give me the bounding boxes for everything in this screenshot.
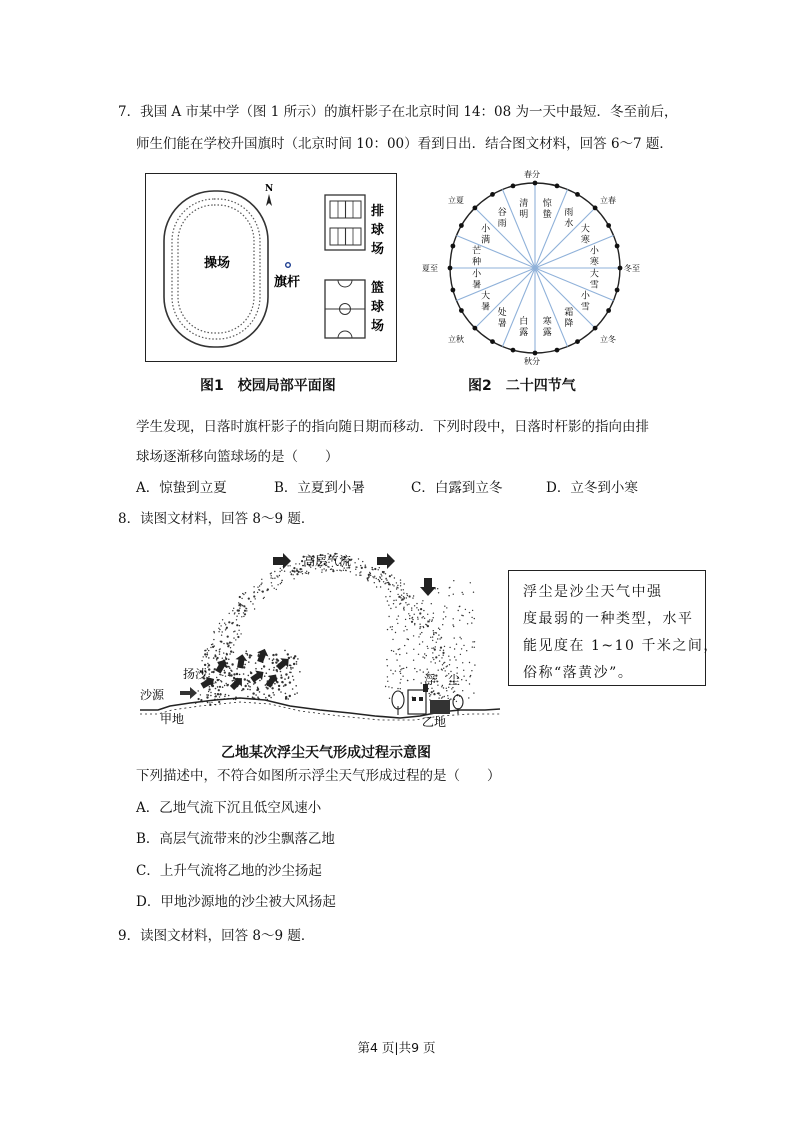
inner-term-char: 降 [564, 318, 574, 329]
q7-stem-line1: 7．我国 A 市某中学（图 1 所示）的旗杆影子在北京时间 14：08 为一天中最短．冬至前后， [118, 104, 678, 120]
page-footer: 第4 页|共9 页 [357, 1040, 436, 1055]
inner-term-char: 水 [564, 219, 574, 230]
q8-option-c[interactable]: C．上升气流将乙地的沙尘扬起 [136, 863, 322, 879]
term-dot [593, 205, 598, 210]
inner-term-char: 暑 [497, 318, 507, 329]
volleyball-char-3: 场 [371, 242, 385, 257]
q7-question-line1: 学生发现，日落时旗杆影子的指向随日期而移动．下列时段中，日落时杆影的指向由排 [136, 419, 649, 435]
jia-label: 甲地 [160, 712, 185, 726]
term-dot [606, 223, 611, 228]
term-dot [459, 223, 464, 228]
note-line-1: 浮尘是沙尘天气中强 [523, 584, 663, 600]
floating-dust-label: 浮 尘 [424, 673, 461, 687]
term-dot [459, 308, 464, 313]
q7-option-d[interactable]: D．立冬到小寒 [546, 480, 638, 496]
term-dot [533, 181, 538, 186]
campus-map-svg [146, 174, 396, 361]
yi-label: 乙地 [422, 715, 447, 729]
figure2-caption: 图2 二十四节气 [468, 378, 576, 394]
building-icon [408, 690, 426, 714]
high-airflow-label: 高层气流 [303, 554, 352, 568]
raise-sand-label: 扬沙 [183, 667, 208, 681]
flagpole-marker [286, 263, 291, 268]
flagpole-label: 旗杆 [274, 275, 301, 290]
uplift-arrow-icon [213, 657, 230, 675]
basketball-char-3: 场 [371, 319, 385, 334]
inner-term-char: 小 [472, 269, 482, 280]
q8-option-a[interactable]: A．乙地气流下沉且低空风速小 [136, 800, 322, 816]
inner-term-char: 雨 [497, 219, 507, 230]
term-dot [615, 244, 620, 249]
inner-term-char: 种 [472, 257, 482, 268]
term-dot [575, 192, 580, 197]
term-dot [450, 244, 455, 249]
term-dot [618, 266, 623, 271]
inner-term-char: 小 [580, 291, 590, 302]
note-line-4: 俗称“落黄沙”。 [523, 665, 634, 681]
inner-term-char: 寒 [580, 235, 590, 246]
term-dot [490, 339, 495, 344]
airflow-arrow-icon-2 [377, 553, 395, 569]
figure1-caption: 图1 校园局部平面图 [200, 378, 336, 394]
dust-note-box [508, 570, 719, 686]
inner-term-char: 暑 [481, 302, 491, 313]
inner-term-char: 蛰 [542, 210, 552, 221]
inner-term-char: 小 [481, 224, 491, 235]
volleyball-char-1: 排 [371, 204, 385, 219]
inner-term-char: 霜 [564, 307, 574, 318]
inner-term-char: 暑 [472, 280, 482, 291]
inner-term-char: 寒 [542, 316, 552, 327]
inner-term-char: 明 [519, 210, 529, 221]
term-lichun: 立春 [600, 196, 616, 205]
inner-term-char: 寒 [589, 257, 599, 268]
dust-process-diagram [140, 540, 500, 730]
north-label: N [265, 184, 274, 194]
q7-option-b[interactable]: B．立夏到小暑 [274, 480, 365, 496]
inner-term-char: 大 [481, 291, 491, 302]
term-dot [472, 205, 477, 210]
q8-option-d[interactable]: D．甲地沙源地的沙尘被大风扬起 [136, 894, 336, 910]
q8-option-b[interactable]: B．高层气流带来的沙尘飘落乙地 [136, 831, 335, 847]
inner-term-char: 芒 [472, 246, 482, 257]
inner-term-char: 小 [589, 246, 599, 257]
q8-stem: 8．读图文材料，回答 8～9 题． [118, 511, 315, 527]
inner-term-char: 清 [519, 199, 529, 210]
term-dot [511, 183, 516, 188]
q9-stem: 9．读图文材料，回答 8～9 题． [118, 928, 315, 944]
inner-term-char: 露 [519, 327, 529, 338]
campus-map-figure [145, 173, 397, 362]
q7-stem-line2: 师生们能在学校升国旗时（北京时间 10：00）看到日出．结合图文材料，回答 6～7 题． [136, 136, 673, 152]
q7-option-c[interactable]: C．白露到立冬 [411, 480, 503, 496]
house-icon [430, 700, 450, 714]
term-dot [450, 288, 455, 293]
inner-term-char: 白 [519, 316, 529, 327]
dust-diagram-caption: 乙地某次浮尘天气形成过程示意图 [221, 745, 431, 761]
term-dongzhi: 冬至 [624, 264, 640, 273]
term-dot [448, 266, 453, 271]
basketball-char-2: 球 [371, 300, 385, 315]
uplift-arrow-icon [254, 647, 270, 664]
inner-term-char: 大 [589, 269, 599, 280]
tree-icon-2 [453, 695, 463, 709]
inner-term-char: 处 [497, 307, 507, 318]
north-arrow-icon [266, 194, 272, 206]
term-dot [490, 192, 495, 197]
term-dot [511, 348, 516, 353]
term-chunfen: 春分 [524, 170, 540, 179]
solar-terms-wheel [418, 160, 658, 366]
inner-term-char: 大 [580, 224, 590, 235]
volleyball-char-2: 球 [371, 223, 385, 238]
note-line-2: 度最弱的一种类型，水平 [523, 611, 694, 627]
term-dot [555, 183, 560, 188]
inner-term-char: 惊 [542, 199, 552, 210]
q7-option-a[interactable]: A．惊蛰到立夏 [136, 480, 227, 496]
note-line-3: 能见度在 1~10 千米之间， [523, 638, 719, 654]
term-dot [555, 348, 560, 353]
inner-term-char: 谷 [497, 208, 507, 219]
term-qiufen: 秋分 [524, 357, 540, 366]
inner-term-char: 满 [481, 235, 491, 246]
wind-arrow-icon [180, 687, 197, 699]
playground-label: 操场 [204, 256, 231, 271]
basketball-char-1: 篮 [371, 281, 385, 296]
q7-question-line2: 球场逐渐移向篮球场的是（ ） [136, 449, 339, 465]
term-lidong: 立冬 [600, 335, 616, 344]
term-liqiu: 立秋 [448, 335, 464, 344]
term-xiazhi: 夏至 [422, 264, 438, 273]
term-dot [575, 339, 580, 344]
inner-term-char: 雪 [580, 302, 590, 313]
inner-term-char: 雨 [564, 208, 574, 219]
term-dot [615, 288, 620, 293]
term-dot [606, 308, 611, 313]
sand-source-label: 沙源 [140, 688, 165, 702]
uplift-arrow-icon [234, 653, 248, 669]
airflow-arrow-icon [273, 553, 291, 569]
term-dot [533, 351, 538, 356]
term-lixia: 立夏 [448, 196, 464, 205]
term-dot [593, 326, 598, 331]
inner-term-char: 露 [542, 327, 552, 338]
descend-arrow-icon [420, 578, 436, 596]
term-dot [472, 326, 477, 331]
inner-term-char: 雪 [589, 280, 599, 291]
q8-question: 下列描述中，不符合如图所示浮尘天气形成过程的是（ ） [136, 768, 501, 784]
